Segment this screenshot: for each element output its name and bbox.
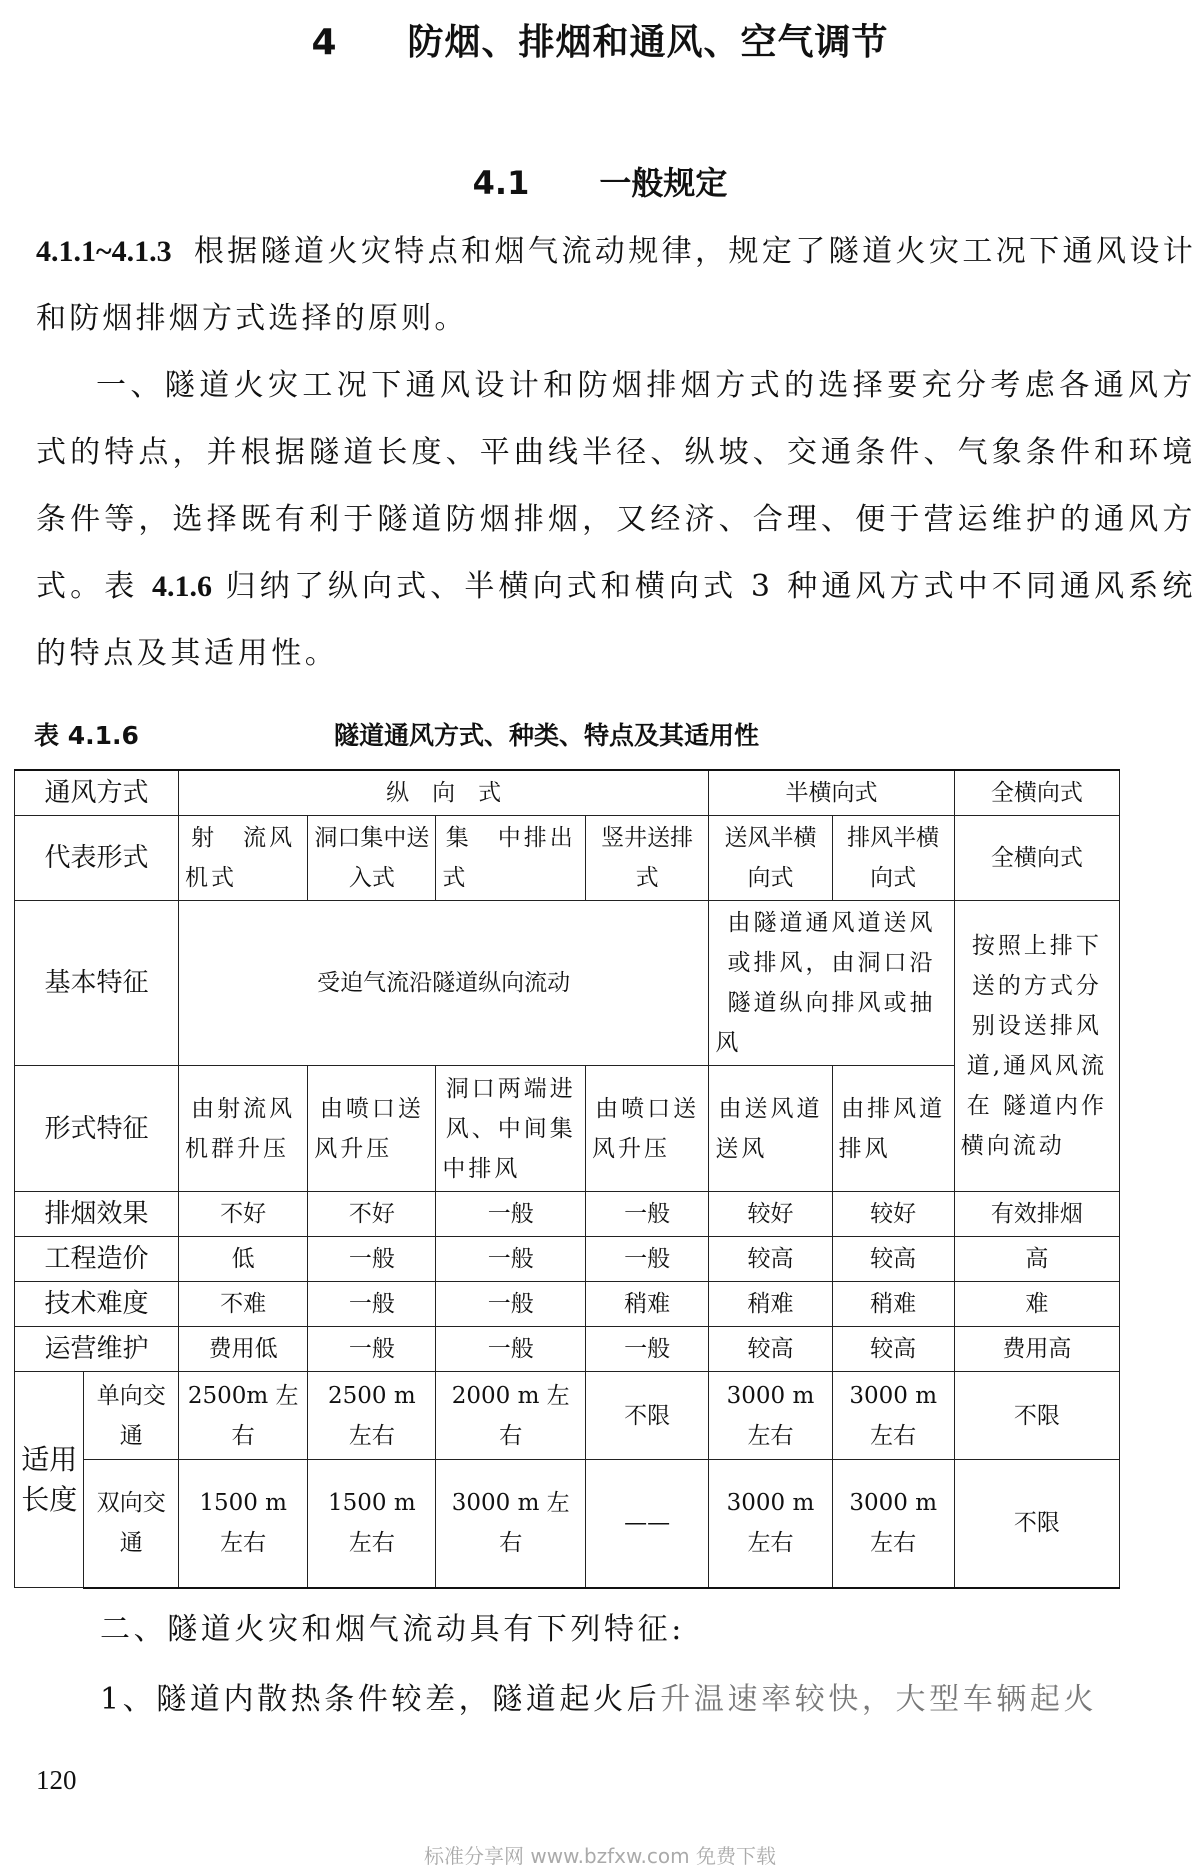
table-cell: 稍难 [586, 1282, 709, 1327]
table-cell: 2500m 左右 [179, 1372, 308, 1460]
table-cell: 由射流风机群升压 [179, 1066, 308, 1192]
table-caption [34, 716, 1034, 752]
row-label: 代表形式 [15, 816, 179, 901]
table-cell: 一般 [586, 1327, 709, 1372]
sub-label: 单向交通 [84, 1372, 179, 1460]
table-cell: 3000 m 左右 [832, 1372, 954, 1460]
section-heading [0, 158, 1200, 204]
paragraph-text: 1、隧道内散热条件较差，隧道起火后 [100, 1682, 661, 1717]
table-caption-title: 隧道通风方式、种类、特点及其适用性 [334, 721, 760, 750]
table-cell: 由隧道通风道送风或排风，由洞口沿隧道纵向排风或抽风 [709, 901, 954, 1066]
table-cell: 射 流风机式 [179, 816, 308, 901]
table-cell: 一般 [308, 1282, 436, 1327]
table-cell: 有效排烟 [954, 1192, 1119, 1237]
table-cell: 由排风道排风 [832, 1066, 954, 1192]
chapter-heading [0, 14, 1200, 65]
row-label: 工程造价 [15, 1237, 179, 1282]
table-cell: 较高 [709, 1327, 832, 1372]
table-row-representative [15, 816, 1120, 901]
table-row [15, 1282, 1120, 1327]
table-cell: 费用低 [179, 1327, 308, 1372]
table-reference: 4.1.6 [151, 570, 212, 603]
clause-reference: 4.1.1~4.1.3 [36, 235, 172, 268]
row-label: 形式特征 [15, 1066, 179, 1192]
table-cell: 1500 m 左右 [308, 1460, 436, 1588]
table-caption-label: 表 4.1.6 [34, 721, 139, 750]
row-label: 通风方式 [15, 770, 179, 816]
table-cell: 2000 m 左右 [436, 1372, 586, 1460]
footer-watermark: 标准分享网 www.bzfxw.com 免费下载 [424, 1844, 776, 1868]
table-cell: 一般 [586, 1237, 709, 1282]
table-cell: 难 [954, 1282, 1119, 1327]
table-cell: 高 [954, 1237, 1119, 1282]
table-cell: 一般 [436, 1327, 586, 1372]
table-cell: 低 [179, 1237, 308, 1282]
table-cell: 按照上排下送的方式分别设送排风道,通风风流在 隧道内作横向流动 [954, 901, 1119, 1192]
section-title: 一般规定 [599, 164, 728, 202]
paragraph-clause-ref [36, 218, 1196, 352]
table-row [15, 1327, 1120, 1372]
page-number: 120 [36, 1765, 77, 1795]
table-cell: —— [586, 1460, 709, 1588]
paragraph-text: 根据隧道火灾特点和烟气流动规律，规定了隧道火灾工况下通风设计和防烟排烟方式选择的原则。 [36, 234, 1196, 336]
table-cell: 一般 [436, 1282, 586, 1327]
table-row [15, 1237, 1120, 1282]
table-cell: 排风半横向式 [832, 816, 954, 901]
table-cell: 1500 m 左右 [179, 1460, 308, 1588]
table-row-form [15, 1066, 1120, 1192]
table-cell: 集 中排出式 [436, 816, 586, 901]
table-cell: 一般 [436, 1237, 586, 1282]
table-cell: 3000 m 左右 [709, 1460, 832, 1588]
table-cell: 3000 m 左右 [832, 1460, 954, 1588]
paragraph-text: 归纳了纵向式、半横向式和横向式 3 种通风方式中不同通风系统的特点及其适用性。 [36, 569, 1196, 671]
paragraph-text: 一、隧道火灾工况下通风设计和防烟排烟方式的选择要充分考虑各通风方式的特点，并根据隧道长度、平曲线半径、纵坡、交通条件、气象条件和环境条件等，选择既有利于隧道防烟排烟，又经济、合理、便于营运维护的通风方式。表 [36, 368, 1196, 604]
table-cell: 竖井送排式 [586, 816, 709, 901]
row-label: 技术难度 [15, 1282, 179, 1327]
table-cell: 洞口集中送入式 [308, 816, 436, 901]
table-cell: 费用高 [954, 1327, 1119, 1372]
table-cell: 全横向式 [954, 816, 1119, 901]
chapter-number: 4 [311, 22, 338, 63]
paragraph-fire-features: 二、隧道火灾和烟气流动具有下列特征: [100, 1612, 685, 1647]
table-row-two-way [15, 1460, 1120, 1588]
table-cell: 由喷口送风升压 [586, 1066, 709, 1192]
row-label: 基本特征 [15, 901, 179, 1066]
table-cell: 稍难 [832, 1282, 954, 1327]
table-cell: 3000 m 左右 [436, 1460, 586, 1588]
table-cell: 由送风道送风 [709, 1066, 832, 1192]
table-cell: 送风半横向式 [709, 816, 832, 901]
paragraph-text-faded: 升温速率较快，大型车辆起火 [660, 1682, 1098, 1717]
table-cell: 一般 [308, 1237, 436, 1282]
table-cell: 较高 [832, 1237, 954, 1282]
table-cell: 洞口两端进风、中间集中排风 [436, 1066, 586, 1192]
table-cell: 较好 [832, 1192, 954, 1237]
table-cell: 不难 [179, 1282, 308, 1327]
table-cell: 不好 [179, 1192, 308, 1237]
header-full-transverse: 全横向式 [954, 770, 1119, 816]
table-cell: 不好 [308, 1192, 436, 1237]
table-cell: 稍难 [709, 1282, 832, 1327]
header-semi-transverse: 半横向式 [709, 770, 954, 816]
paragraph-ventilation [36, 352, 1196, 687]
paragraph-item-1 [36, 1666, 1196, 1733]
row-label: 排烟效果 [15, 1192, 179, 1237]
table-cell: 较好 [709, 1192, 832, 1237]
table-cell: 不限 [586, 1372, 709, 1460]
section-number: 4.1 [472, 164, 530, 202]
chapter-title: 防烟、排烟和通风、空气调节 [407, 22, 889, 63]
table-cell: 由喷口送风升压 [308, 1066, 436, 1192]
table-row-header [15, 770, 1120, 816]
table-cell: 较高 [832, 1327, 954, 1372]
table-cell: 一般 [436, 1192, 586, 1237]
table-cell: 一般 [586, 1192, 709, 1237]
table-cell: 受迫气流沿隧道纵向流动 [179, 901, 709, 1066]
ventilation-table [14, 769, 1120, 1589]
table-cell: 不限 [954, 1460, 1119, 1588]
sub-label: 双向交通 [84, 1460, 179, 1588]
table-row-basic [15, 901, 1120, 1066]
table-cell: 2500 m 左右 [308, 1372, 436, 1460]
header-longitudinal: 纵 向 式 [179, 770, 709, 816]
table-cell: 3000 m 左右 [709, 1372, 832, 1460]
row-label: 适用长度 [15, 1372, 84, 1588]
table-cell: 一般 [308, 1327, 436, 1372]
table-cell: 不限 [954, 1372, 1119, 1460]
table-row [15, 1192, 1120, 1237]
table-cell: 较高 [709, 1237, 832, 1282]
row-label: 运营维护 [15, 1327, 179, 1372]
table-row-one-way [15, 1372, 1120, 1460]
